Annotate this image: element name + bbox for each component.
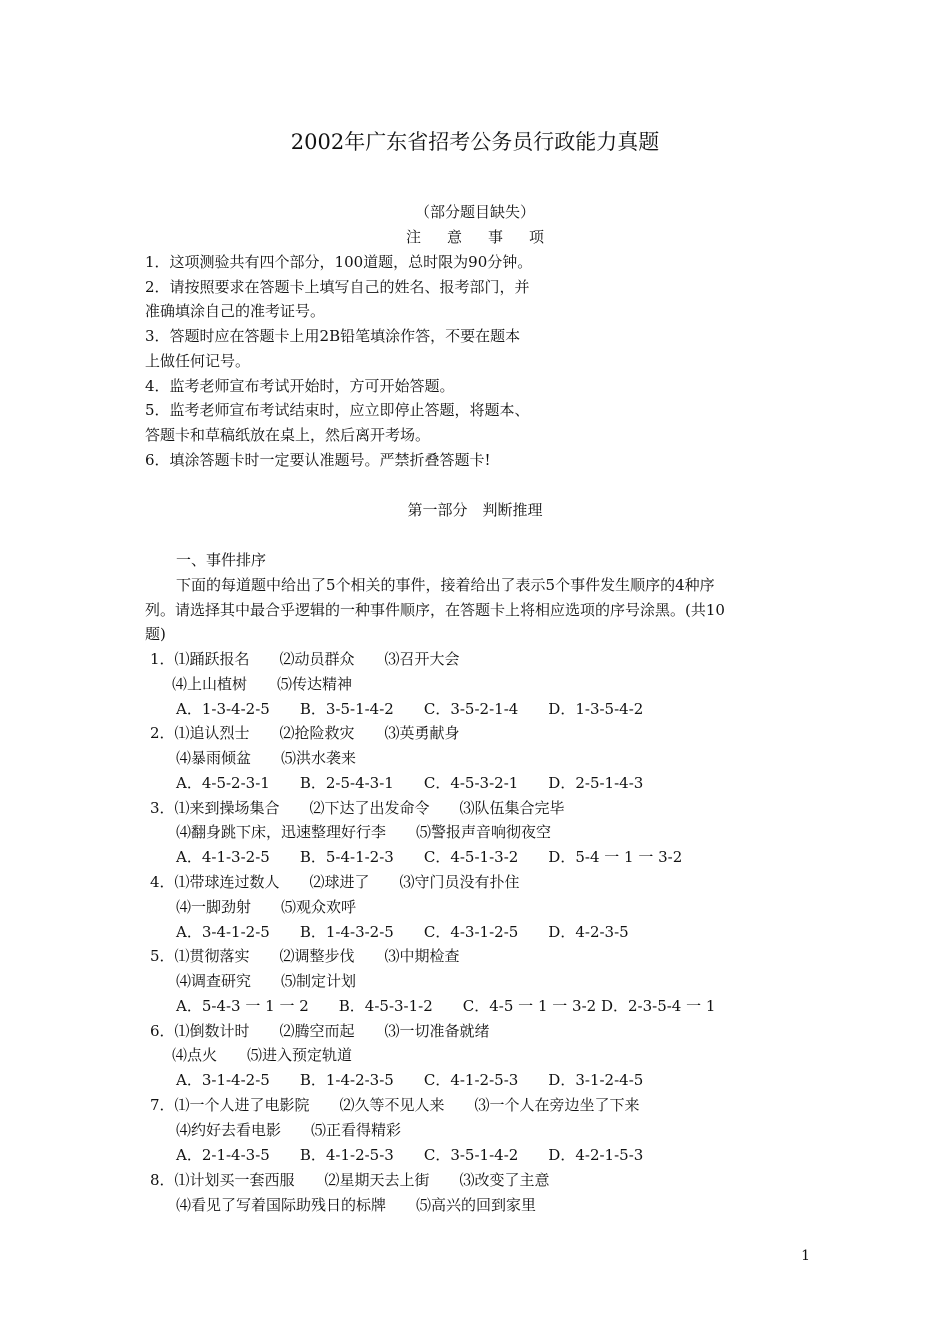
instructions-line: 下面的每道题中给出了5个相关的事件，接着给出了表示5个事件发生顺序的4种序	[176, 576, 715, 594]
notice-line: 上做任何记号。	[145, 352, 251, 370]
section-title: 一、事件排序	[176, 551, 267, 569]
question-options: A．4-5-2-3-1 B．2-5-4-3-1 C．4-5-3-2-1 D．2-5-1-4-3	[176, 774, 644, 792]
instructions-line: 列。请选择其中最合乎逻辑的一种事件顺序，在答题卡上将相应选项的序号涂黑。(共10	[145, 601, 725, 619]
question-events: ⑷点火 ⑸进入预定轨道	[172, 1046, 353, 1064]
subtitle: （部分题目缺失）	[414, 203, 535, 221]
question-options: A．1-3-4-2-5 B．3-5-1-4-2 C．3-5-2-1-4 D．1-3-5-4-2	[176, 700, 644, 718]
question-events: 6．⑴倒数计时 ⑵腾空而起 ⑶一切准备就绪	[150, 1022, 490, 1040]
question-options: A．5-4-3 一 1 一 2 B．4-5-3-1-2 C．4-5 一 1 一 3-2 D．2-3-5-4 一 1	[176, 997, 716, 1015]
page-title: 2002年广东省招考公务员行政能力真题	[290, 130, 660, 154]
page-number: 1	[801, 1248, 810, 1264]
question-events: 2．⑴追认烈士 ⑵抢险救灾 ⑶英勇献身	[150, 724, 460, 742]
notice-line: 1．这项测验共有四个部分，100道题，总时限为90分钟。	[145, 253, 533, 271]
question-events: ⑷翻身跳下床，迅速整理好行李 ⑸警报声音响彻夜空	[176, 823, 552, 841]
question-events: ⑷调查研究 ⑸制定计划	[176, 972, 357, 990]
notice-line: 2．请按照要求在答题卡上填写自己的姓名、报考部门，并	[145, 278, 530, 296]
question-events: 5．⑴贯彻落实 ⑵调整步伐 ⑶中期检查	[150, 947, 460, 965]
notice-line: 5．监考老师宣布考试结束时，应立即停止答题，将题本、	[145, 401, 530, 419]
question-options: A．4-1-3-2-5 B．5-4-1-2-3 C．4-5-1-3-2 D．5-4 一 1 一 3-2	[176, 848, 683, 866]
notice-line: 准确填涂自己的准考证号。	[145, 302, 326, 320]
part-title: 第一部分 判断推理	[407, 501, 543, 519]
notice-heading-char: 意	[446, 228, 462, 246]
question-options: A．3-4-1-2-5 B．1-4-3-2-5 C．4-3-1-2-5 D．4-2-3-5	[176, 923, 629, 941]
notice-heading-char: 事	[488, 228, 504, 246]
notice-heading-char: 项	[529, 228, 545, 246]
question-events: 3．⑴来到操场集合 ⑵下达了出发命令 ⑶队伍集合完毕	[150, 799, 565, 817]
question-events: ⑷暴雨倾盆 ⑸洪水袭来	[176, 749, 357, 767]
question-events: 7．⑴一个人进了电影院 ⑵久等不见人来 ⑶一个人在旁边坐了下来	[150, 1096, 640, 1114]
question-events: ⑷一脚劲射 ⑸观众欢呼	[176, 898, 357, 916]
notice-line: 3．答题时应在答题卡上用2B铅笔填涂作答，不要在题本	[145, 327, 521, 345]
instructions-line: 题)	[145, 625, 166, 643]
question-events: 1．⑴踊跃报名 ⑵动员群众 ⑶召开大会	[150, 650, 460, 668]
notice-line: 6．填涂答题卡时一定要认准题号。严禁折叠答题卡!	[145, 451, 491, 469]
question-options: A．2-1-4-3-5 B．4-1-2-5-3 C．3-5-1-4-2 D．4-2-1-5-3	[176, 1146, 644, 1164]
notice-heading	[0, 225, 950, 249]
question-options: A．3-1-4-2-5 B．1-4-2-3-5 C．4-1-2-5-3 D．3-1-2-4-5	[176, 1071, 644, 1089]
notice-line: 答题卡和草稿纸放在桌上，然后离开考场。	[145, 426, 431, 444]
notice-heading-char: 注	[405, 228, 421, 246]
notice-line: 4．监考老师宣布考试开始时，方可开始答题。	[145, 377, 455, 395]
question-events: 8．⑴计划买一套西服 ⑵星期天去上街 ⑶改变了主意	[150, 1171, 550, 1189]
question-events: 4．⑴带球连过数人 ⑵球进了 ⑶守门员没有扑住	[150, 873, 520, 891]
question-events: ⑷约好去看电影 ⑸正看得精彩	[176, 1121, 402, 1139]
question-events: ⑷上山植树 ⑸传达精神	[172, 675, 353, 693]
question-events: ⑷看见了写着国际助残日的标牌 ⑸高兴的回到家里	[176, 1196, 537, 1214]
